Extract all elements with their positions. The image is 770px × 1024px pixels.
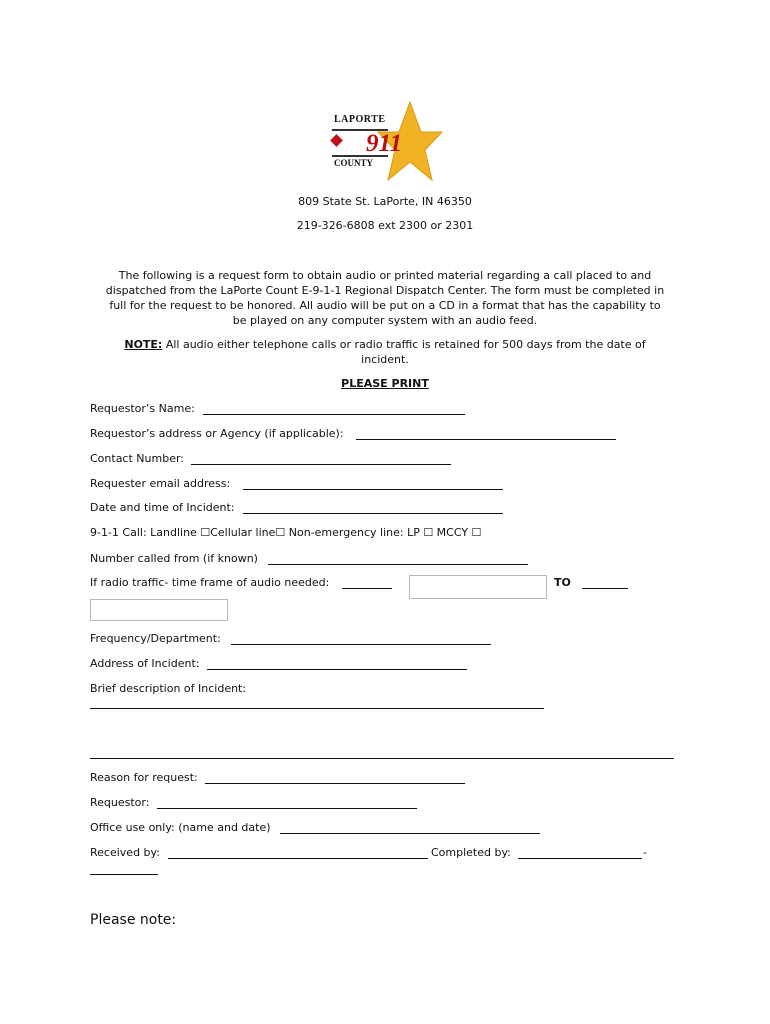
call-type-options[interactable]: 9-1-1 Call: Landline ☐Cellular line☐ Non-emergency line: LP ☐ MCCY ☐ (90, 526, 482, 539)
frequency-label: Frequency/Department: (90, 632, 221, 645)
requestor-name-label: Requestor’s Name: (90, 402, 195, 415)
please-note-heading: Please note: (90, 912, 177, 928)
logo-bottom-text: COUNTY (334, 158, 374, 168)
intro-line: be played on any computer system with an audio feed. (232, 314, 538, 327)
intro-paragraph (88, 268, 682, 328)
office-use-line[interactable] (280, 833, 540, 834)
retention-note (104, 337, 666, 367)
radio-traffic-label: If radio traffic- time frame of audio needed: (90, 576, 330, 589)
time-to-line[interactable] (582, 588, 628, 589)
description-label: Brief description of Incident: (90, 682, 247, 695)
time-to-input[interactable] (90, 599, 228, 621)
requestor-name-line[interactable] (203, 414, 465, 415)
time-from-input[interactable] (409, 575, 547, 599)
incident-datetime-label: Date and time of Incident: (90, 501, 235, 514)
contact-number-line[interactable] (191, 464, 451, 465)
completed-by-label: Completed by: (431, 846, 511, 859)
logo-number: 911 (366, 130, 403, 157)
please-print-heading: PLEASE PRINT (341, 377, 429, 390)
center-address: 809 State St. LaPorte, IN 46350 (298, 195, 472, 208)
reason-label: Reason for request: (90, 771, 198, 784)
office-use-label: Office use only: (name and date) (90, 821, 271, 834)
completed-by-line-continued[interactable] (90, 874, 158, 875)
received-by-label: Received by: (90, 846, 160, 859)
intro-line: dispatched from the LaPorte Count E-9-1-1 Regional Dispatch Center. The form must be completed in (105, 284, 665, 297)
intro-line: full for the request to be honored. All audio will be put on a CD in a format that has the capability to (109, 299, 661, 312)
note-text: All audio either telephone calls or radio traffic is retained for 500 days from the date of (162, 338, 646, 351)
contact-number-label: Contact Number: (90, 452, 184, 465)
to-label: TO (554, 576, 571, 589)
description-line-1[interactable] (90, 708, 544, 709)
description-line-2[interactable] (90, 758, 674, 759)
completed-by-dash: - (643, 846, 647, 859)
laporte-911-logo (328, 100, 443, 182)
completed-by-line[interactable] (518, 858, 642, 859)
radio-traffic-line[interactable] (342, 588, 392, 589)
email-label: Requester email address: (90, 477, 231, 490)
number-called-label: Number called from (if known) (90, 552, 258, 565)
reason-line[interactable] (205, 783, 465, 784)
center-phone: 219-326-6808 ext 2300 or 2301 (296, 219, 474, 232)
incident-datetime-line[interactable] (243, 513, 503, 514)
frequency-line[interactable] (231, 644, 491, 645)
number-called-line[interactable] (268, 564, 528, 565)
email-line[interactable] (243, 489, 503, 490)
note-label: NOTE: (124, 338, 163, 351)
note-text-continued: incident. (361, 353, 409, 366)
requestor-address-label: Requestor’s address or Agency (if applicable): (90, 427, 344, 440)
incident-address-line[interactable] (207, 669, 467, 670)
intro-line: The following is a request form to obtain audio or printed material regarding a call placed to and (118, 269, 652, 282)
requestor-label: Requestor: (90, 796, 150, 809)
requestor-address-line[interactable] (356, 439, 616, 440)
requestor-line[interactable] (157, 808, 417, 809)
incident-address-label: Address of Incident: (90, 657, 200, 670)
received-by-line[interactable] (168, 858, 428, 859)
logo-top-text: LAPORTE (334, 114, 386, 125)
